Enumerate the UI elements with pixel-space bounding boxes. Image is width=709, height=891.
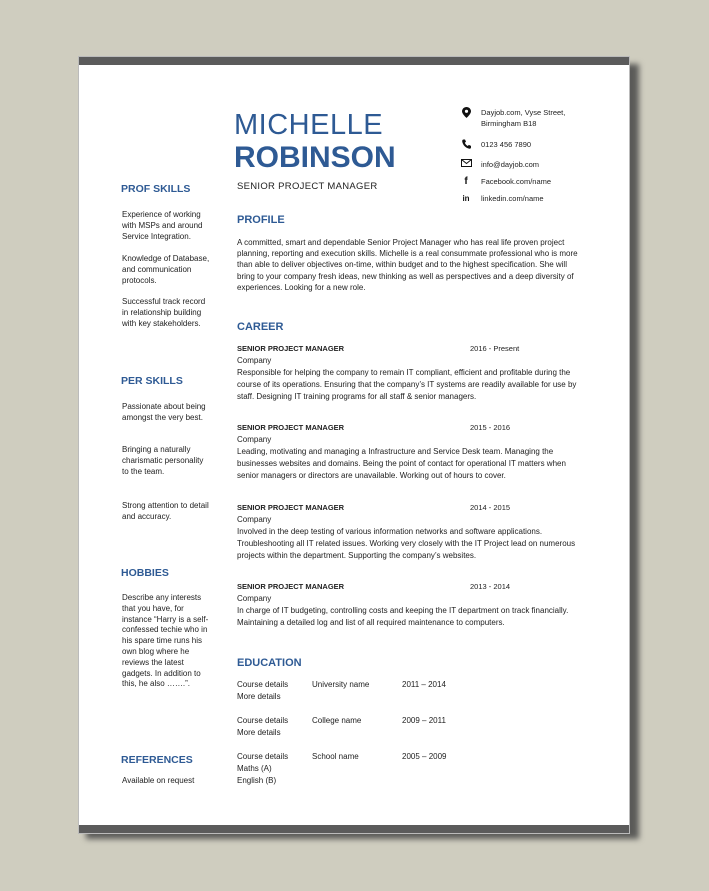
- phone-text: 0123 456 7890: [481, 140, 532, 149]
- contact-block: [459, 107, 619, 204]
- hobbies-text: Describe any interests that you have, for instance “Harry is a self-confessed techie who in his spare time runs his own blog where he reviews the latest gadgets. In addition to this, he also …….”.: [122, 593, 209, 689]
- job-entry-title: SENIOR PROJECT MANAGER: [237, 503, 345, 512]
- edu-detail: More details: [237, 692, 281, 701]
- edu-institution: College name: [312, 716, 362, 725]
- job-entry-company: Company: [237, 515, 272, 524]
- address-line1: Dayjob.com, Vyse Street,: [481, 108, 566, 117]
- top-bar: [79, 57, 629, 65]
- contact-linkedin: [459, 193, 619, 204]
- job-entry-dates: 2015 - 2016: [470, 423, 511, 432]
- job-entry-description: In charge of IT budgeting, controlling costs and keeping the IT department on track financially. Maintaining a detailed log and list of all required maintenance to computers.: [237, 606, 569, 627]
- contact-email: [459, 159, 619, 170]
- edu-institution: School name: [312, 752, 359, 761]
- job-entry-company: Company: [237, 594, 272, 603]
- references-text: Available on request: [122, 776, 195, 785]
- edu-institution: University name: [312, 680, 370, 689]
- education-heading: EDUCATION: [237, 657, 302, 669]
- job-entry-dates: 2014 - 2015: [470, 503, 511, 512]
- resume-page: [79, 57, 629, 833]
- linkedin-icon: in: [462, 194, 470, 203]
- profile-heading: PROFILE: [237, 214, 285, 226]
- bottom-bar: [79, 825, 629, 833]
- job-entry-title: SENIOR PROJECT MANAGER: [237, 423, 345, 432]
- per-skills-heading: PER SKILLS: [121, 375, 183, 387]
- job-entry-company: Company: [237, 435, 272, 444]
- facebook-icon: f: [464, 176, 468, 187]
- edu-course: Course details: [237, 716, 289, 725]
- job-entry-title: SENIOR PROJECT MANAGER: [237, 582, 345, 591]
- contact-address: [459, 107, 619, 131]
- profile-text: A committed, smart and dependable Senior Project Manager who has real life proven project planning, reporting and execution skills. Michelle is a real consummate professional who is more than able to deliver objectives on-time, within budget and to the highest specification. She will bring to your company fresh ideas, new thinking as well as perspectives and a deep diversity of experiences. Looking for a new role.: [237, 238, 578, 292]
- job-entry-company: Company: [237, 356, 272, 365]
- prof-skill-item: Experience of working with MSPs and around Service Integration.: [122, 210, 203, 241]
- location-pin-icon: [459, 107, 473, 121]
- career-entry: [237, 423, 582, 481]
- job-title: SENIOR PROJECT MANAGER: [237, 181, 378, 192]
- per-skill-item: Passionate about being amongst the very best.: [122, 402, 206, 422]
- job-entry-description: Responsible for helping the company to remain IT compliant, efficient and profitable during the course of its operations. Ensuring that the company’s IT systems are readily available for use by staff. Designing IT training programs for all staff & senior managers.: [237, 368, 577, 401]
- job-entry-description: Leading, motivating and managing a Infrastructure and Service Desk team. Managing the businesses websites and domains. Being the point of contact for operational IT matters when senior managers or directors are unavailable. Working out of hours to cover.: [237, 447, 566, 480]
- job-entry-description: Involved in the deep testing of various information networks and software applications. Troubleshooting all IT related issues. Working very closely with the IT Project lead on numerous projects within the department. Supporting the company’s websites.: [237, 527, 576, 560]
- hobbies-heading: HOBBIES: [121, 567, 169, 579]
- prof-skill-item: Successful track record in relationship building with key stakeholders.: [122, 297, 206, 328]
- job-entry-dates: 2013 - 2014: [470, 582, 511, 591]
- first-name: MICHELLE: [234, 109, 384, 141]
- career-entry: [237, 503, 582, 561]
- job-entry-title: SENIOR PROJECT MANAGER: [237, 344, 345, 353]
- last-name: ROBINSON: [234, 141, 396, 174]
- edu-detail: English (B): [237, 776, 277, 785]
- contact-facebook: [459, 176, 619, 187]
- facebook-text[interactable]: Facebook.com/name: [481, 177, 552, 186]
- prof-skill-item: Knowledge of Database, and communication protocols.: [122, 254, 210, 285]
- job-entry-dates: 2016 - Present: [470, 344, 520, 353]
- edu-dates: 2005 – 2009: [402, 752, 447, 761]
- edu-course: Course details: [237, 680, 289, 689]
- phone-icon: [459, 139, 473, 152]
- per-skill-item: Strong attention to detail and accuracy.: [122, 501, 209, 521]
- edu-detail: Maths (A): [237, 764, 272, 773]
- per-skill-item: Bringing a naturally charismatic personality to the team.: [122, 445, 204, 476]
- references-heading: REFERENCES: [121, 754, 193, 766]
- edu-course: Course details: [237, 752, 289, 761]
- linkedin-text[interactable]: linkedin.com/name: [481, 194, 544, 203]
- address-line2: Birmingham B18: [481, 119, 537, 128]
- career-entry: [237, 344, 582, 402]
- contact-phone: [459, 139, 619, 150]
- edu-dates: 2009 – 2011: [402, 716, 446, 725]
- edu-dates: 2011 – 2014: [402, 680, 446, 689]
- email-icon: [459, 159, 473, 170]
- email-text[interactable]: info@dayjob.com: [481, 160, 540, 169]
- edu-detail: More details: [237, 728, 281, 737]
- prof-skills-heading: PROF SKILLS: [121, 183, 191, 195]
- career-heading: CAREER: [237, 321, 284, 333]
- career-entry: [237, 582, 582, 629]
